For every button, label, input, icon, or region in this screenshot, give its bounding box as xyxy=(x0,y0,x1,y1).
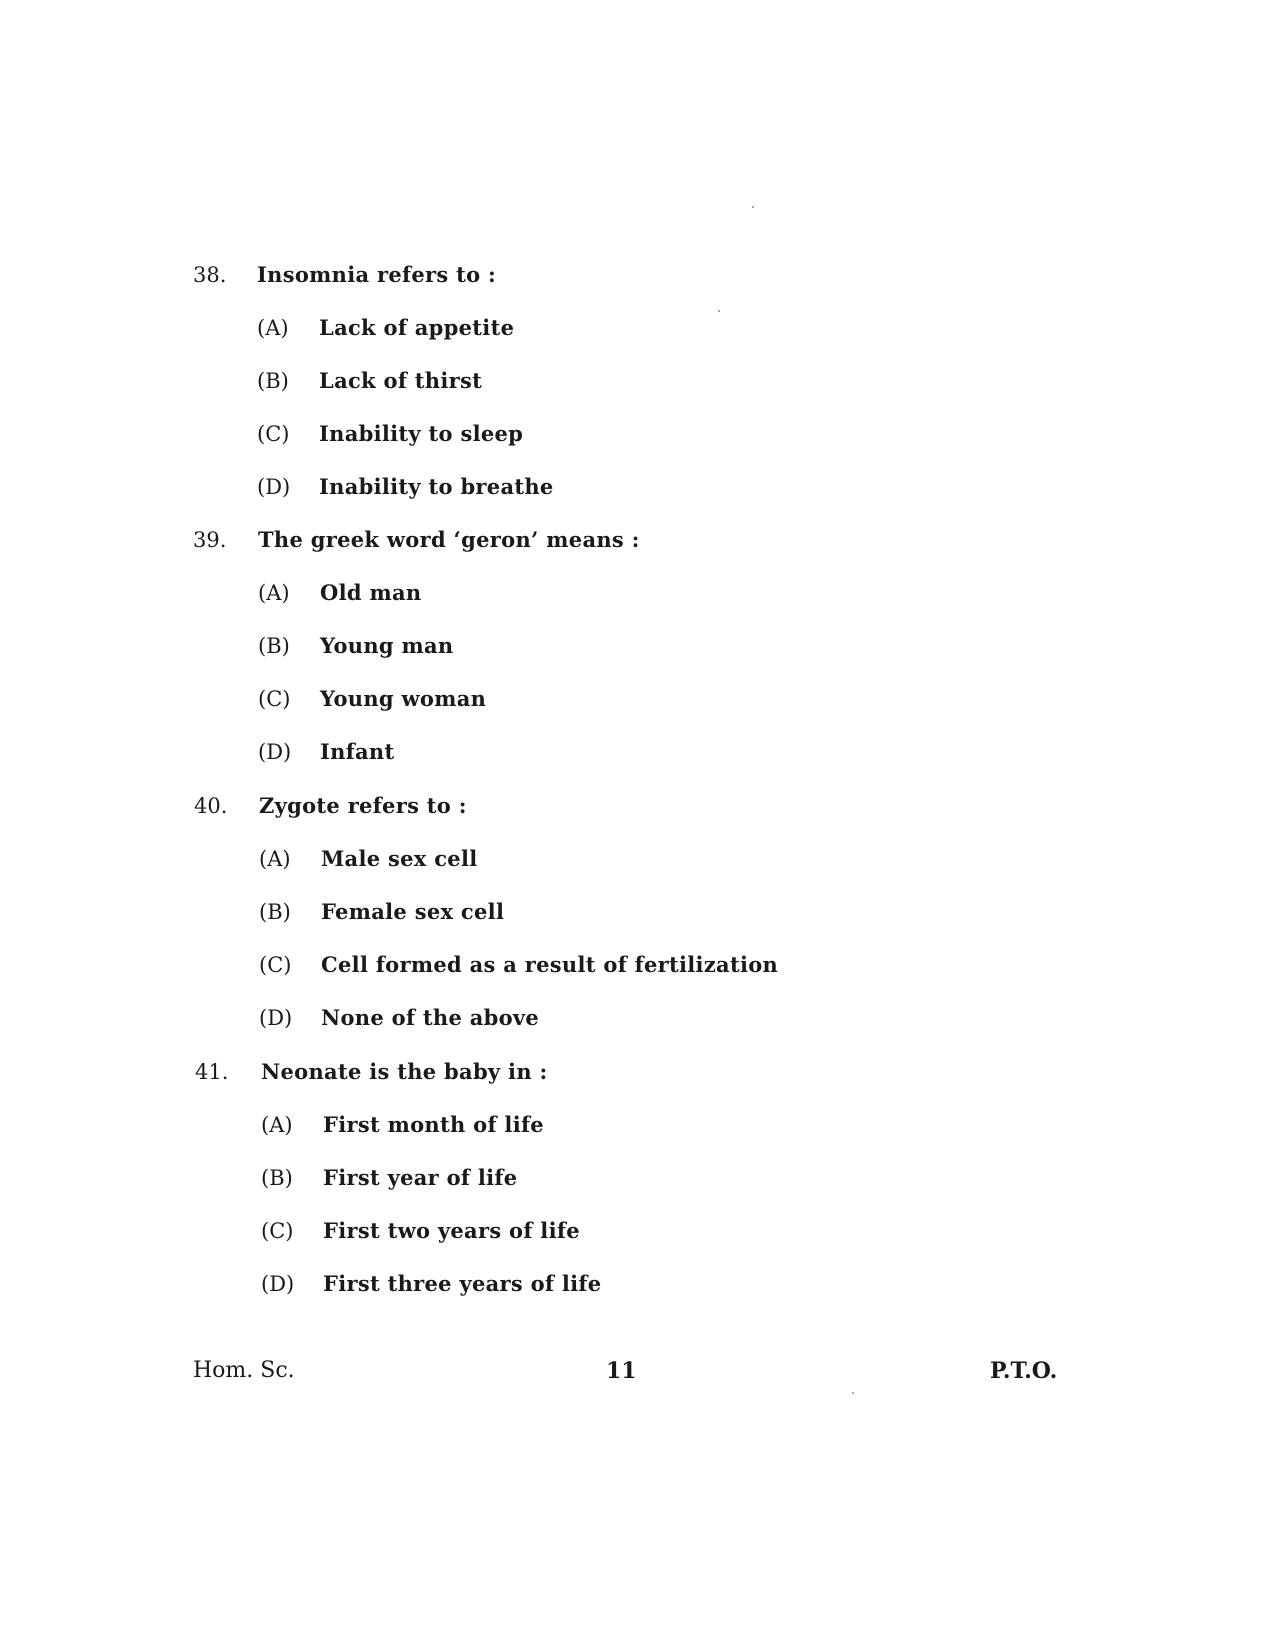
question-number: 38. xyxy=(193,263,227,287)
option-text: Female sex cell xyxy=(321,899,505,924)
option-label: (D) xyxy=(258,740,292,764)
option-label: (C) xyxy=(257,422,290,446)
scan-speck xyxy=(852,1392,854,1394)
option-label: (C) xyxy=(259,953,292,977)
option-text: Cell formed as a result of fertilization xyxy=(321,952,779,977)
option-text: Lack of appetite xyxy=(319,315,515,340)
option-text: First year of life xyxy=(323,1165,518,1190)
option-label: (B) xyxy=(258,634,290,658)
option-label: (C) xyxy=(258,687,291,711)
footer-turn-over: P.T.O. xyxy=(990,1358,1058,1384)
option-label: (D) xyxy=(257,475,291,499)
option-text: Infant xyxy=(320,739,395,764)
question-number: 41. xyxy=(195,1060,229,1084)
option-label: (A) xyxy=(257,316,289,340)
option-text: Male sex cell xyxy=(321,846,478,871)
option-label: (A) xyxy=(259,847,291,871)
option-label: (B) xyxy=(261,1166,293,1190)
question-text: The greek word ‘geron’ means : xyxy=(258,527,640,552)
question-text: Neonate is the baby in : xyxy=(261,1059,548,1084)
option-label: (B) xyxy=(259,900,291,924)
option-text: Young woman xyxy=(320,686,487,711)
option-text: Young man xyxy=(320,633,454,658)
option-label: (B) xyxy=(257,369,289,393)
question-number: 39. xyxy=(193,528,227,552)
option-label: (A) xyxy=(261,1113,293,1137)
question-text: Zygote refers to : xyxy=(259,793,467,818)
question-text: Insomnia refers to : xyxy=(257,262,497,287)
option-text: None of the above xyxy=(321,1005,540,1030)
option-text: First two years of life xyxy=(323,1218,580,1243)
footer-subject: Hom. Sc. xyxy=(193,1358,295,1383)
option-text: Lack of thirst xyxy=(319,368,483,393)
option-label: (D) xyxy=(259,1006,293,1030)
option-text: First three years of life xyxy=(323,1271,602,1296)
scan-speck xyxy=(752,206,754,208)
option-text: Inability to sleep xyxy=(319,421,524,446)
option-text: Inability to breathe xyxy=(319,474,554,499)
option-text: First month of life xyxy=(323,1112,544,1137)
option-label: (A) xyxy=(258,581,290,605)
option-label: (D) xyxy=(261,1272,295,1296)
option-label: (C) xyxy=(261,1219,294,1243)
option-text: Old man xyxy=(320,580,422,605)
scan-speck xyxy=(718,310,720,312)
footer-page-number: 11 xyxy=(606,1358,637,1384)
question-number: 40. xyxy=(194,794,228,818)
